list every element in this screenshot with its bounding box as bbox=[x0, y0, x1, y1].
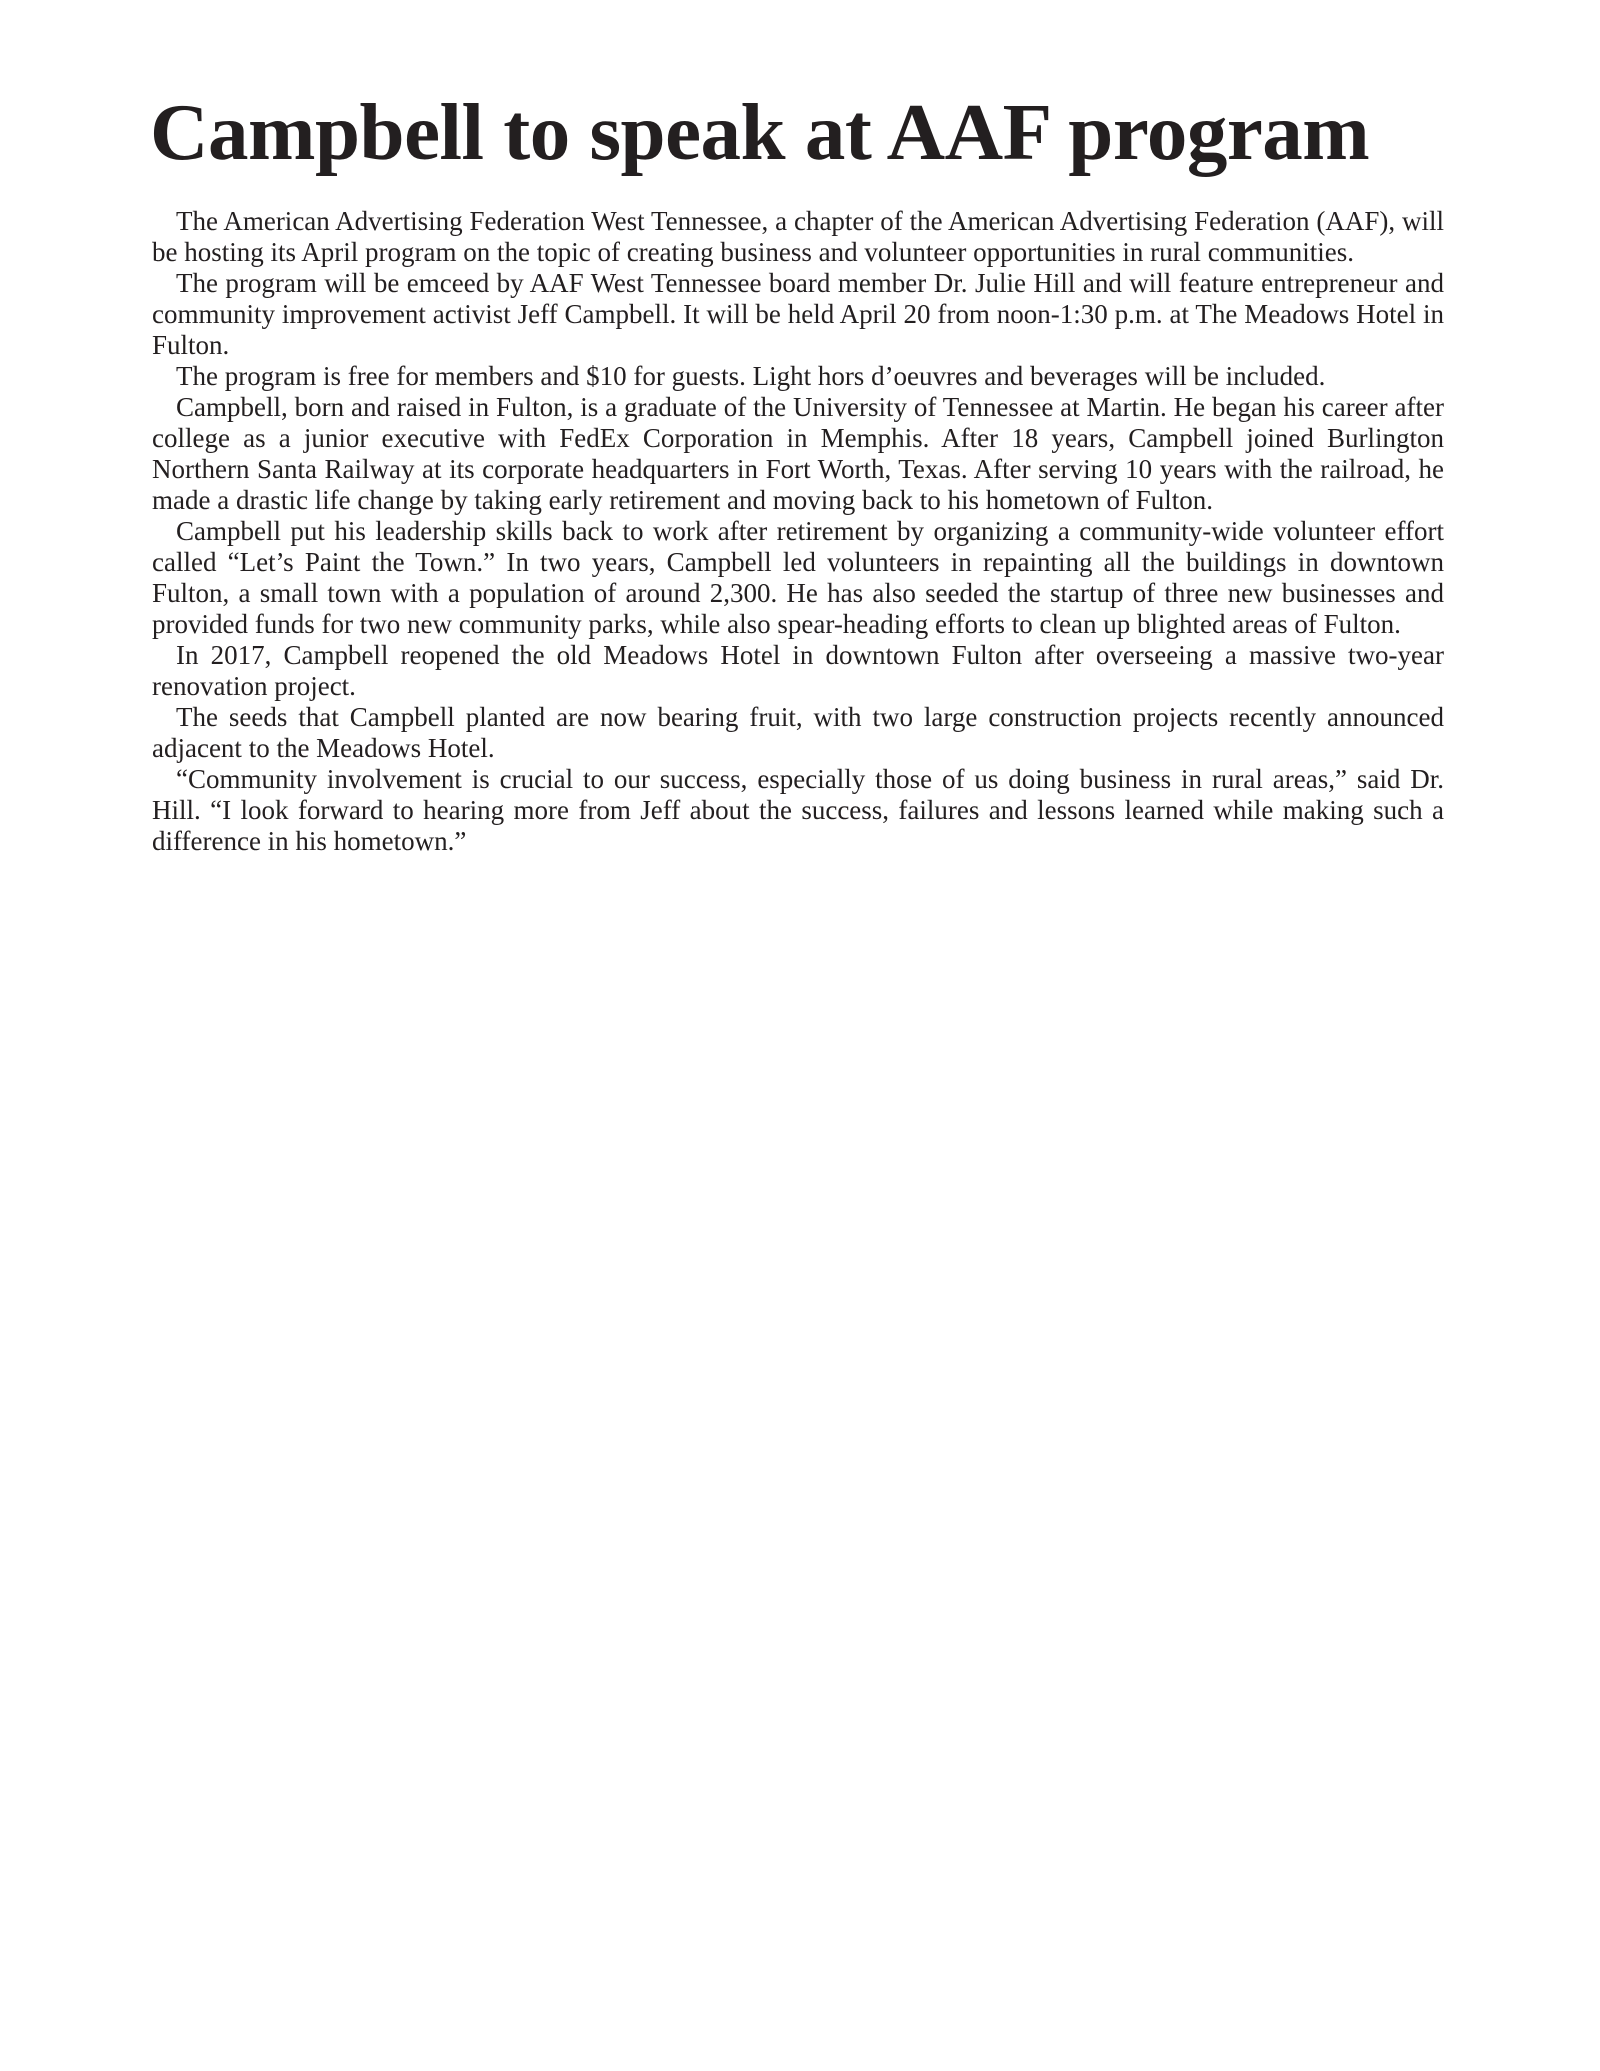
article-paragraph: The American Advertising Federation West Tennessee, a chapter of the American Advertising Federation (AAF), will be hosting its April program on the topic of creating business and volunteer opportunities in rural communities. bbox=[152, 206, 1444, 267]
article-paragraph: Campbell put his leadership skills back to work after retirement by organizing a community-wide volunteer effort called “Let’s Paint the Town.” In two years, Campbell led volunteers in repainting all the buildings in downtown Fulton, a small town with a population of around 2,300. He has also seeded the startup of three new businesses and provided funds for two new community parks, while also spear-heading efforts to clean up blighted areas of Fulton. bbox=[152, 516, 1444, 639]
article-headline: Campbell to speak at AAF program bbox=[150, 87, 1370, 177]
article bbox=[152, 82, 1444, 857]
article-body bbox=[152, 206, 1444, 857]
article-paragraph: The program will be emceed by AAF West Tennessee board member Dr. Julie Hill and will feature entrepreneur and community improvement activist Jeff Campbell. It will be held April 20 from noon-1:30 p.m. at The Meadows Hotel in Fulton. bbox=[152, 268, 1444, 360]
article-paragraph: The program is free for members and $10 for guests. Light hors d’oeuvres and beverages will be included. bbox=[176, 361, 1326, 391]
article-paragraph: The seeds that Campbell planted are now bearing fruit, with two large construction projects recently announced adjacent to the Meadows Hotel. bbox=[152, 702, 1444, 763]
article-paragraph: In 2017, Campbell reopened the old Meadows Hotel in downtown Fulton after overseeing a massive two-year renovation project. bbox=[152, 640, 1444, 701]
article-paragraph: “Community involvement is crucial to our success, especially those of us doing business in rural areas,” said Dr. Hill. “I look forward to hearing more from Jeff about the success, failures and lessons learned while making such a difference in his hometown.” bbox=[152, 764, 1444, 856]
article-paragraph: Campbell, born and raised in Fulton, is a graduate of the University of Tennessee at Martin. He began his career after college as a junior executive with FedEx Corporation in Memphis. After 18 years, Campbell joined Burlington Northern Santa Railway at its corporate headquarters in Fort Worth, Texas. After serving 10 years with the railroad, he made a drastic life change by taking early retirement and moving back to his hometown of Fulton. bbox=[152, 392, 1444, 515]
